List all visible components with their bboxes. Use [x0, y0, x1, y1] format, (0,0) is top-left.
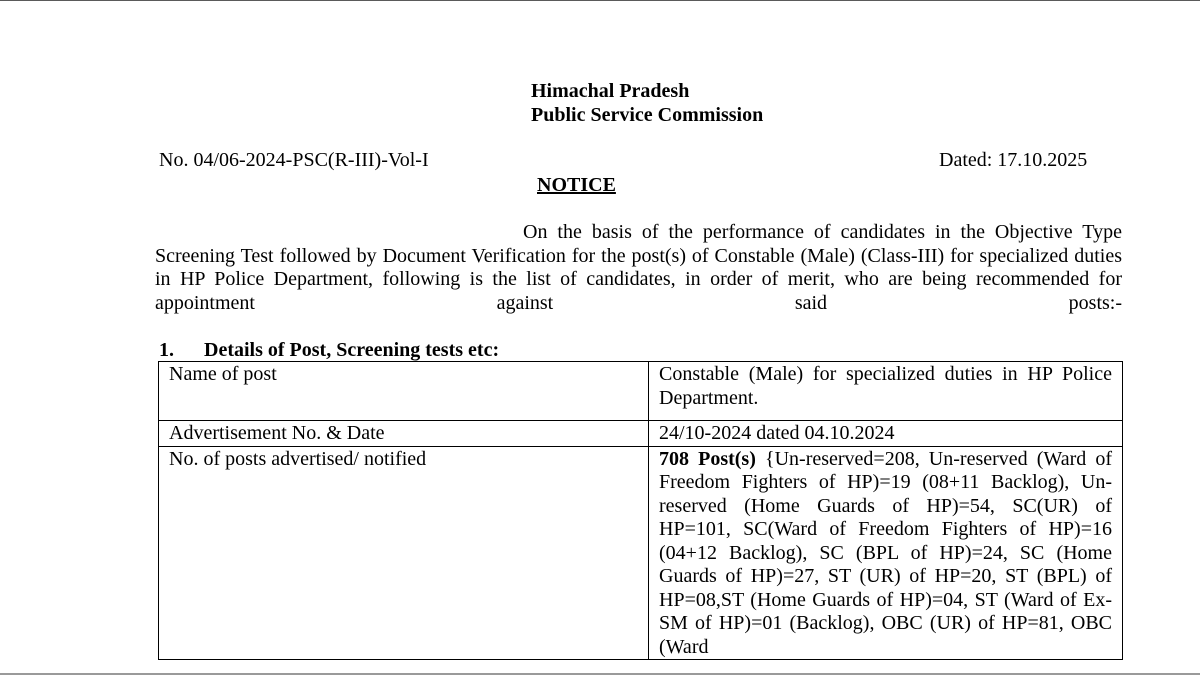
organization-line-2: Public Service Commission	[531, 104, 764, 126]
organization-header	[531, 79, 763, 127]
table-row	[159, 362, 1123, 421]
table-row	[159, 421, 1123, 447]
organization-line-1: Himachal Pradesh	[531, 80, 690, 102]
posts-breakdown: {Un-reserved=208, Un-reserved (Ward of Freedom Fighters of HP)=19 (08+11 Backlog), Un-reserved (Home Guards of HP)=54, SC(UR) of HP=101, SC(Ward of Freedom Fighters of HP)=16 (04+12 Backlog), SC (BPL of HP)=24, SC (Home Guards of HP)=27, ST (UR) of HP=20, ST (BPL) of HP=08,ST (Home Guards of HP)=04, ST (Ward of Ex-SM of HP)=01 (Backlog), OBC (UR) of HP=81, OBC (Ward	[659, 447, 1112, 658]
reference-number: No. 04/06-2024-PSC(R-III)-Vol-I	[159, 149, 429, 171]
section-1-heading	[159, 338, 499, 362]
row-label: No. of posts advertised/ notified	[159, 446, 649, 660]
section-title: Details of Post, Screening tests etc:	[204, 339, 500, 361]
row-label: Advertisement No. & Date	[159, 421, 649, 447]
row-label: Name of post	[159, 362, 649, 421]
intro-paragraph: On the basis of the performance of candidates in the Objective Type Screening Test followed by Document Verification for the post(s) of Constable (Male) (Class-III) for specialized duties in HP Police Department, following is the list of candidates, in order of merit, who are being recommended for appointment against said posts:-	[155, 221, 1122, 314]
post-details-table	[158, 361, 1123, 660]
row-value	[649, 446, 1123, 660]
posts-count: 708 Post(s)	[659, 447, 756, 470]
notice-title: NOTICE	[537, 174, 616, 196]
table-row	[159, 446, 1123, 660]
section-number: 1.	[159, 339, 174, 361]
notice-date: Dated: 17.10.2025	[939, 149, 1088, 171]
page-top-edge	[0, 0, 1200, 1]
row-value: 24/10-2024 dated 04.10.2024	[649, 421, 1123, 447]
row-value: Constable (Male) for specialized duties in HP Police Department.	[649, 362, 1123, 421]
